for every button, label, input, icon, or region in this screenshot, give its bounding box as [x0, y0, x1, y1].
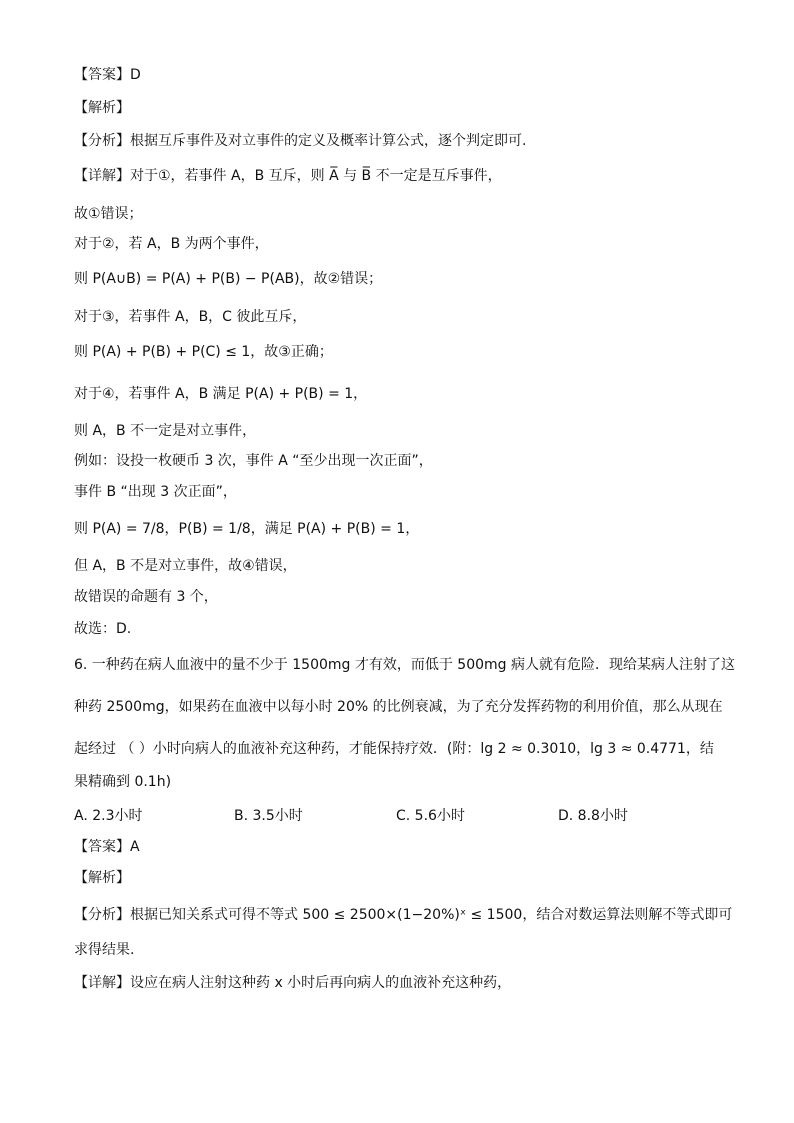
- analysis-heading-2: 【解析】: [74, 870, 130, 886]
- answer-line: 【答案】D: [74, 67, 141, 83]
- detail-line-7: 对于④，若事件 A，B 满足 P(A) + P(B) = 1，: [74, 386, 368, 402]
- option-c: C. 5.6小时: [396, 808, 465, 824]
- analysis-text: 【分析】根据互斥事件及对立事件的定义及概率计算公式，逐个判定即可.: [74, 133, 527, 149]
- option-b: B. 3.5小时: [234, 808, 303, 824]
- detail-line-11: 则 P(A) = 7/8，P(B) = 1/8，满足 P(A) + P(B) = 1，: [74, 521, 420, 537]
- detail-line-9: 例如：设投一枚硬币 3 次，事件 A “至少出现一次正面”，: [74, 453, 433, 469]
- detail-line-2: 故①错误；: [74, 206, 143, 222]
- detail-line-5: 对于③，若事件 A，B，C 彼此互斥，: [74, 309, 307, 325]
- question-line-4: 果精确到 0.1h): [74, 774, 172, 790]
- detail-line-4: 则 P(A∪B) = P(A) + P(B) − P(AB)，故②错误；: [74, 271, 383, 287]
- detail-line-8: 则 A，B 不一定是对立事件，: [74, 423, 257, 439]
- question-line-2: 种药 2500mg，如果药在血液中以每小时 20% 的比例衰减，为了充分发挥药物的利用价值，那么从现在: [74, 699, 723, 715]
- detail-line-3: 对于②，若 A，B 为两个事件，: [74, 236, 269, 252]
- answer-line-2: 【答案】A: [74, 839, 140, 855]
- detail-line-14: 故选：D.: [74, 621, 132, 637]
- detail-line-12: 但 A，B 不是对立事件，故④错误，: [74, 558, 297, 574]
- option-a: A. 2.3小时: [74, 808, 143, 824]
- analysis-heading: 【解析】: [74, 100, 130, 116]
- detail-line-13: 故错误的命题有 3 个，: [74, 589, 218, 605]
- analysis-text-2-cont: 求得结果.: [74, 942, 135, 958]
- question-line-3: 起经过 （ ）小时向病人的血液补充这种药，才能保持疗效．(附：lg 2 ≈ 0.3010，lg 3 ≈ 0.4771，结: [74, 741, 714, 757]
- option-d: D. 8.8小时: [558, 808, 628, 824]
- question-line-1: 6. 一种药在病人血液中的量不少于 1500mg 才有效，而低于 500mg 病人就有危险．现给某病人注射了这: [74, 657, 736, 673]
- detail-line-10: 事件 B “出现 3 次正面”，: [74, 484, 237, 500]
- detail-line-6: 则 P(A) + P(B) + P(C) ≤ 1，故③正确；: [74, 344, 333, 360]
- detail-line-1: 【详解】对于①，若事件 A，B 互斥，则 A̅ 与 B̅ 不一定是互斥事件，: [74, 168, 502, 184]
- analysis-text-2: 【分析】根据已知关系式可得不等式 500 ≤ 2500×(1−20%)ˣ ≤ 1500，结合对数运算法则解不等式即可: [74, 907, 733, 923]
- detail-line-q6: 【详解】设应在病人注射这种药 x 小时后再向病人的血液补充这种药，: [74, 975, 512, 991]
